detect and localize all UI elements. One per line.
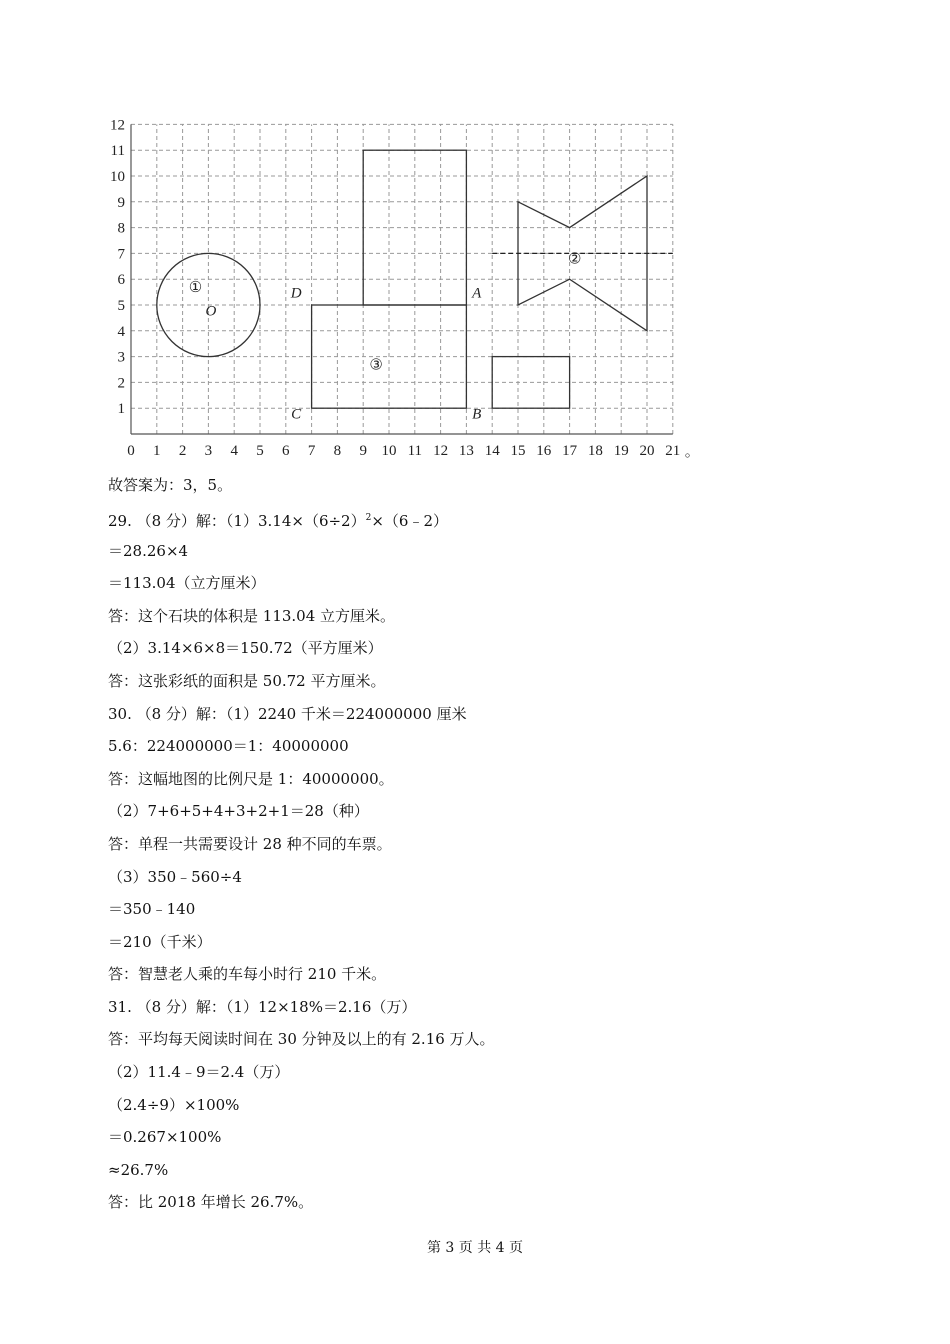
x-tick-label: 18 xyxy=(587,443,603,459)
corner-label-b: B xyxy=(472,406,482,423)
x-tick-label: 17 xyxy=(562,443,578,459)
y-tick-label: 8 xyxy=(117,220,125,237)
q29-answer-1: 答：这个石块的体积是 113.04 立方厘米。 xyxy=(108,607,396,625)
q30-answer-2: 答：单程一共需要设计 28 种不同的车票。 xyxy=(108,835,392,853)
y-tick-label: 4 xyxy=(117,323,125,340)
x-tick-label: 21 xyxy=(665,443,681,459)
y-tick-label: 7 xyxy=(117,246,125,263)
x-tick-label: 13 xyxy=(458,443,474,459)
x-tick-label: 15 xyxy=(510,443,526,459)
y-tick-label: 9 xyxy=(117,194,125,211)
q30-answer-1: 答：这幅地图的比例尺是 1：40000000。 xyxy=(108,770,394,788)
q31-step-2a: （2.4÷9）×100% xyxy=(108,1096,240,1114)
q31-step-2b: ＝0.267×100% xyxy=(108,1128,222,1146)
figure-end-mark: 。 xyxy=(684,444,700,460)
corner-label-d: D xyxy=(290,285,302,302)
x-tick-label: 6 xyxy=(282,443,290,459)
q30-header: 30. （8 分）解：（1）2240 千米＝224000000 厘米 xyxy=(108,705,467,723)
shape-label-1: ① xyxy=(188,280,203,297)
x-tick-label: 1 xyxy=(153,443,161,459)
shape-label-3: ③ xyxy=(369,357,383,374)
y-tick-label: 1 xyxy=(117,401,125,418)
q30-step-1: 5.6：224000000＝1：40000000 xyxy=(108,737,349,755)
q29-text: 29. （8 分）解：（1）3.14×（6÷2） xyxy=(108,512,366,530)
q31-answer-2: 答：比 2018 年增长 26.7%。 xyxy=(108,1193,314,1211)
x-tick-label: 10 xyxy=(381,443,397,459)
q30-step-3a: ＝350﹣140 xyxy=(108,900,196,918)
corner-label-a: A xyxy=(472,285,482,302)
q31-part-2: （2）11.4﹣9＝2.4（万） xyxy=(108,1063,290,1081)
x-tick-label: 20 xyxy=(639,443,655,459)
corner-label-c: C xyxy=(291,406,302,423)
q30-part-3: （3）350﹣560÷4 xyxy=(108,868,242,886)
x-tick-label: 2 xyxy=(178,443,187,459)
y-tick-label: 11 xyxy=(110,143,125,160)
x-tick-label: 0 xyxy=(127,443,135,459)
q29-header xyxy=(108,508,448,531)
x-tick-label: 9 xyxy=(359,443,367,459)
shape-label-2: ② xyxy=(568,251,582,268)
q29-part-2: （2）3.14×6×8＝150.72（平方厘米） xyxy=(108,639,383,657)
q29-tail: ×（6﹣2） xyxy=(371,512,448,530)
x-tick-label: 5 xyxy=(256,443,264,459)
circle-center-label: O xyxy=(205,303,217,320)
q29-step-2: ＝113.04（立方厘米） xyxy=(108,574,266,592)
x-tick-label: 7 xyxy=(307,443,316,459)
q30-step-3b: ＝210（千米） xyxy=(108,933,212,951)
q30-answer-3: 答：智慧老人乘的车每小时行 210 千米。 xyxy=(108,965,387,983)
coordinate-grid-figure xyxy=(100,108,700,463)
q29-step-1: ＝28.26×4 xyxy=(108,542,189,560)
y-tick-label: 3 xyxy=(117,349,125,366)
q30-part-2: （2）7+6+5+4+3+2+1＝28（种） xyxy=(108,802,369,820)
x-tick-label: 16 xyxy=(536,443,552,459)
x-tick-label: 19 xyxy=(613,443,629,459)
y-tick-label: 5 xyxy=(117,298,125,314)
x-tick-label: 12 xyxy=(433,443,449,459)
y-tick-label: 2 xyxy=(117,375,125,392)
page-footer: 第 3 页 共 4 页 xyxy=(426,1240,524,1256)
q31-header: 31. （8 分）解：（1）12×18%＝2.16（万） xyxy=(108,998,417,1016)
x-tick-label: 11 xyxy=(407,443,423,459)
x-tick-label: 3 xyxy=(204,443,213,459)
q31-answer-1: 答：平均每天阅读时间在 30 分钟及以上的有 2.16 万人。 xyxy=(108,1030,495,1048)
y-tick-label: 6 xyxy=(117,272,125,289)
q29-answer-2: 答：这张彩纸的面积是 50.72 平方厘米。 xyxy=(108,672,386,690)
y-tick-label: 10 xyxy=(110,169,125,185)
q31-step-2c: ≈26.7% xyxy=(108,1161,169,1179)
answer-line-28: 故答案为：3，5。 xyxy=(108,476,233,494)
x-tick-label: 14 xyxy=(484,443,500,459)
q29-exponent: 2 xyxy=(365,513,372,523)
x-tick-label: 4 xyxy=(230,443,238,459)
y-tick-label: 12 xyxy=(110,117,125,134)
x-tick-label: 8 xyxy=(333,443,342,459)
